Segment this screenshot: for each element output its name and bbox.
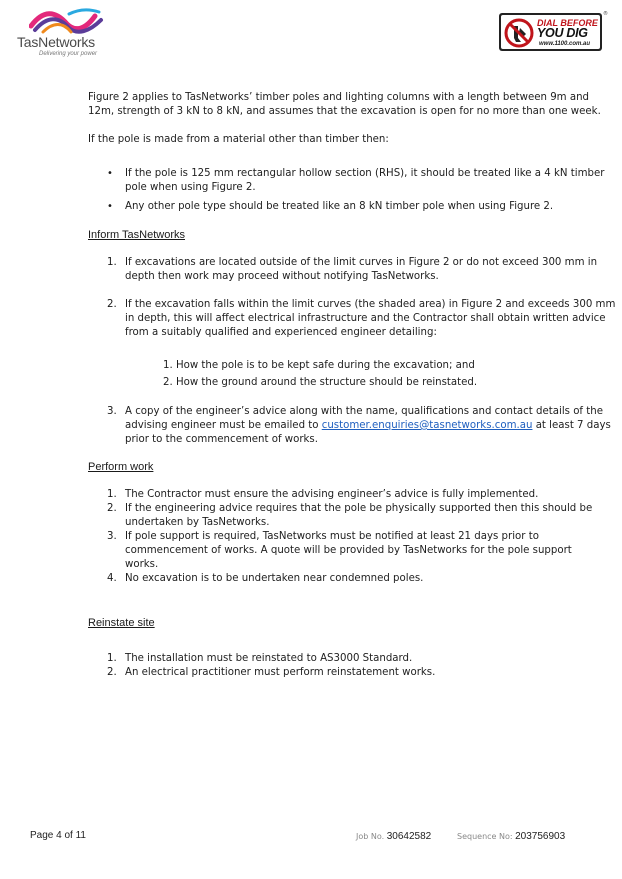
inform-item-2-number: 2. bbox=[107, 299, 117, 310]
perform-item-3-number: 3. bbox=[107, 531, 117, 542]
reinstate-item-2-line1: An electrical practitioner must perform reinstatement works. bbox=[125, 667, 436, 678]
perform-item-2-number: 2. bbox=[107, 503, 117, 514]
dial-before-you-dig-badge bbox=[499, 13, 602, 51]
inform-item-3-line3: prior to the commencement of works. bbox=[125, 434, 318, 445]
sequence-value: 203756903 bbox=[515, 831, 566, 842]
perform-item-3-line3: works. bbox=[125, 559, 159, 570]
inform-item-2-line1: If the excavation falls within the limit curves (the shaded area) in Figure 2 and exceeds 300 mm bbox=[125, 299, 616, 310]
inform-item-3-number: 3. bbox=[107, 406, 117, 417]
intro-paragraph-line2: 12m, strength of 3 kN to 8 kN, and assumes that the excavation is open for no more than one week. bbox=[88, 106, 601, 117]
customer-enquiries-email-link[interactable]: customer.enquiries@tasnetworks.com.au bbox=[321, 420, 533, 431]
logo-name: TasNetworks bbox=[17, 34, 95, 50]
registered-mark: ® bbox=[603, 11, 608, 17]
intro-paragraph-line1: Figure 2 applies to TasNetworks’ timber poles and lighting columns with a length between 9m and bbox=[88, 92, 590, 103]
perform-item-4-line1: No excavation is to be undertaken near condemned poles. bbox=[125, 573, 424, 584]
perform-item-3-line2: commencement of works. A quote will be provided by TasNetworks for the pole support bbox=[125, 545, 572, 556]
bullet-icon: • bbox=[107, 168, 113, 179]
inform-heading: Inform TasNetworks bbox=[88, 229, 185, 241]
perform-heading: Perform work bbox=[88, 461, 154, 473]
inform-item-3-line2-tail: at least 7 days bbox=[532, 420, 611, 431]
inform-item-3-line1: A copy of the engineer’s advice along with the name, qualifications and contact details of the bbox=[125, 406, 603, 417]
page-number: Page 4 of 11 bbox=[30, 830, 86, 841]
job-number bbox=[356, 831, 431, 842]
inform-item-3-line2 bbox=[125, 419, 611, 433]
reinstate-item-1-line1: The installation must be reinstated to AS3000 Standard. bbox=[125, 653, 413, 664]
inform-item-3-line2-text: advising engineer must be emailed to bbox=[125, 420, 322, 431]
bullet-2-line1: Any other pole type should be treated like an 8 kN timber pole when using Figure 2. bbox=[125, 201, 554, 212]
inform-item-2-line2: in depth, this will affect electrical infrastructure and the Contractor shall obtain written advice bbox=[125, 313, 606, 324]
sequence-label: Sequence No: bbox=[457, 832, 513, 841]
job-value: 30642582 bbox=[386, 831, 432, 842]
bullet-1-line1: If the pole is 125 mm rectangular hollow section (RHS), it should be treated like a 4 kN timber bbox=[125, 168, 605, 179]
sequence-number bbox=[457, 831, 565, 842]
perform-item-2-line1: If the engineering advice requires that the pole be physically supported then this should be bbox=[125, 503, 593, 514]
bullet-icon: • bbox=[107, 201, 113, 212]
perform-item-1-line1: The Contractor must ensure the advising engineer’s advice is fully implemented. bbox=[125, 489, 539, 500]
tasnetworks-logo bbox=[17, 8, 117, 56]
reinstate-item-1-number: 1. bbox=[107, 653, 117, 664]
perform-item-4-number: 4. bbox=[107, 573, 117, 584]
inform-subitem-1: 1. How the pole is to be kept safe during the excavation; and bbox=[163, 360, 475, 371]
material-paragraph: If the pole is made from a material other than timber then: bbox=[88, 134, 389, 145]
inform-item-1-line2: depth then work may proceed without notifying TasNetworks. bbox=[125, 271, 439, 282]
no-dig-icon bbox=[504, 18, 534, 48]
reinstate-heading: Reinstate site bbox=[88, 617, 155, 629]
dbyd-line2: YOU DIG bbox=[537, 26, 588, 40]
job-label: Job No. bbox=[356, 832, 385, 841]
dbyd-url: www.1100.com.au bbox=[539, 41, 591, 47]
logo-tagline: Delivering your power bbox=[39, 51, 98, 57]
inform-item-1-line1: If excavations are located outside of the limit curves in Figure 2 or do not exceed 300 mm in bbox=[125, 257, 598, 268]
perform-item-3-line1: If pole support is required, TasNetworks must be notified at least 21 days prior to bbox=[125, 531, 539, 542]
perform-item-2-line2: undertaken by TasNetworks. bbox=[125, 517, 270, 528]
reinstate-item-2-number: 2. bbox=[107, 667, 117, 678]
tasnetworks-swirl-icon bbox=[29, 8, 109, 36]
perform-item-1-number: 1. bbox=[107, 489, 117, 500]
bullet-1-line2: pole when using Figure 2. bbox=[125, 182, 256, 193]
inform-subitem-2: 2. How the ground around the structure should be reinstated. bbox=[163, 377, 478, 388]
inform-item-2-line3: from a suitably qualified and experienced engineer detailing: bbox=[125, 327, 437, 338]
dbyd-line1: DIAL BEFORE bbox=[537, 18, 598, 28]
inform-item-1-number: 1. bbox=[107, 257, 117, 268]
